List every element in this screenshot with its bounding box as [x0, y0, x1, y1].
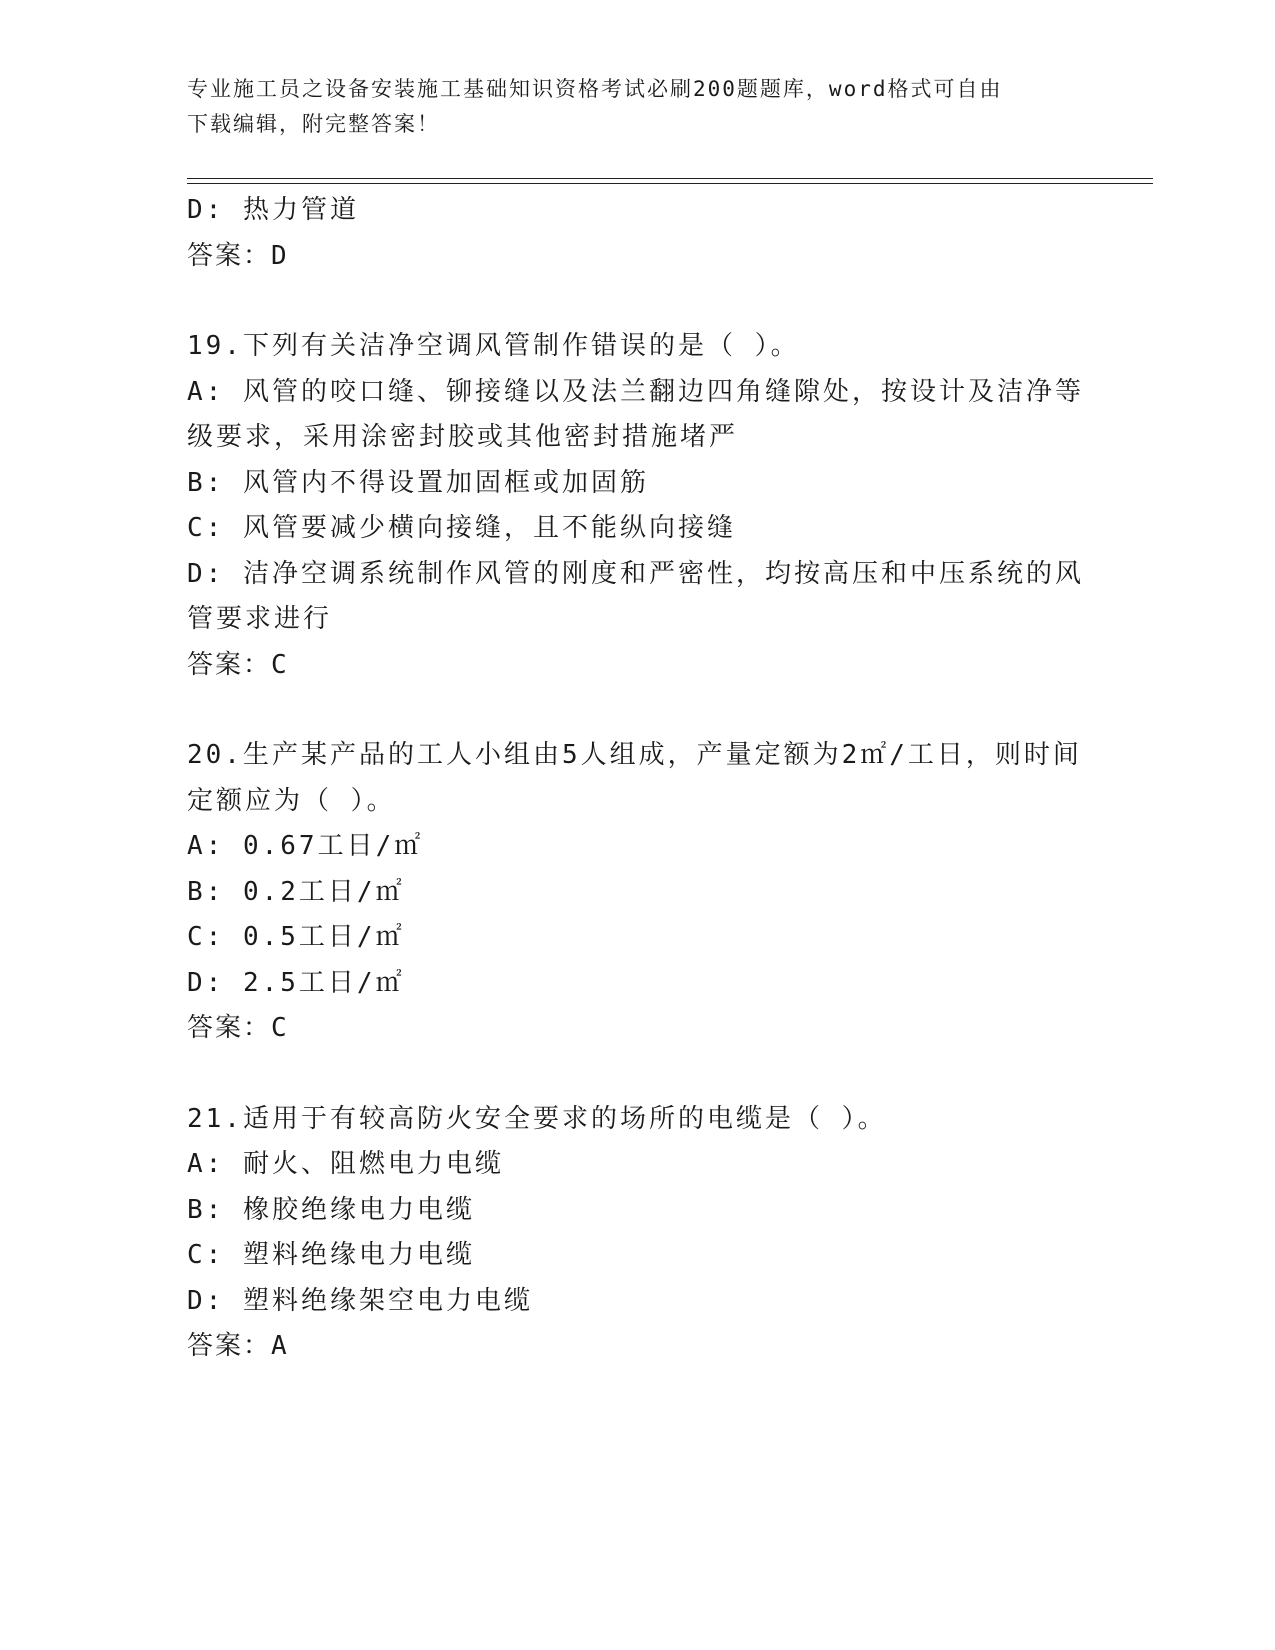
answer-value: D — [271, 240, 289, 271]
answer-line — [187, 234, 1087, 280]
answer-line — [187, 1324, 1087, 1370]
answer-line — [187, 643, 1087, 689]
header-divider-top — [187, 178, 1153, 179]
question-stem-continued: 定额应为（ ）。 — [187, 785, 396, 816]
answer-label: 答案： — [187, 240, 272, 271]
answer-label: 答案： — [187, 1013, 272, 1043]
question-stem: 21.适用于有较高防火安全要求的场所的电缆是（ ）。 — [187, 1103, 887, 1134]
question-content — [187, 188, 1087, 1370]
option-a-continued: 级要求，采用涂密封胶或其他密封措施堵严 — [187, 422, 739, 452]
question-stem: 19.下列有关洁净空调风管制作错误的是（ ）。 — [187, 331, 800, 361]
document-header — [187, 72, 1087, 142]
question-stem: 20.生产某产品的工人小组由5人组成，产量定额为2㎡/工日，则时间 — [187, 740, 1082, 770]
header-title-line-2: 下载编辑，附完整答案！ — [187, 112, 440, 136]
answer-label: 答案： — [187, 649, 272, 680]
question-20 — [187, 733, 1087, 1052]
option-a: A: 耐火、阻燃电力电缆 — [187, 1149, 504, 1179]
option-c: C: 0.5工日/㎡ — [187, 922, 405, 952]
option-d: D: 洁净空调系统制作风管的刚度和严密性，均按高压和中压系统的风 — [187, 558, 1084, 589]
answer-line — [187, 1006, 1087, 1052]
spacer — [187, 1052, 1087, 1097]
option-d: D: 热力管道 — [187, 195, 359, 225]
answer-value: A — [271, 1331, 289, 1361]
answer-value: C — [271, 1013, 289, 1043]
option-a: A: 风管的咬口缝、铆接缝以及法兰翻边四角缝隙处，按设计及洁净等 — [187, 376, 1084, 407]
option-b: B: 橡胶绝缘电力电缆 — [187, 1194, 475, 1225]
option-d: D: 2.5工日/㎡ — [187, 967, 405, 998]
spacer — [187, 688, 1087, 733]
header-divider-bottom — [187, 183, 1153, 184]
answer-label: 答案： — [187, 1331, 272, 1361]
carryover-block — [187, 188, 1087, 279]
question-19 — [187, 324, 1087, 688]
question-21 — [187, 1097, 1087, 1370]
option-c: C: 塑料绝缘电力电缆 — [187, 1240, 475, 1270]
option-b: B: 风管内不得设置加固框或加固筋 — [187, 467, 649, 498]
option-d-continued: 管要求进行 — [187, 604, 333, 634]
spacer — [187, 279, 1087, 324]
option-b: B: 0.2工日/㎡ — [187, 876, 405, 907]
answer-value: C — [271, 649, 289, 680]
option-c: C: 风管要减少横向接缝，且不能纵向接缝 — [187, 513, 736, 543]
header-title-line-1: 专业施工员之设备安装施工基础知识资格考试必刷200题题库，word格式可自由 — [187, 77, 1003, 101]
option-a: A: 0.67工日/㎡ — [187, 831, 424, 861]
option-d: D: 塑料绝缘架空电力电缆 — [187, 1285, 533, 1316]
